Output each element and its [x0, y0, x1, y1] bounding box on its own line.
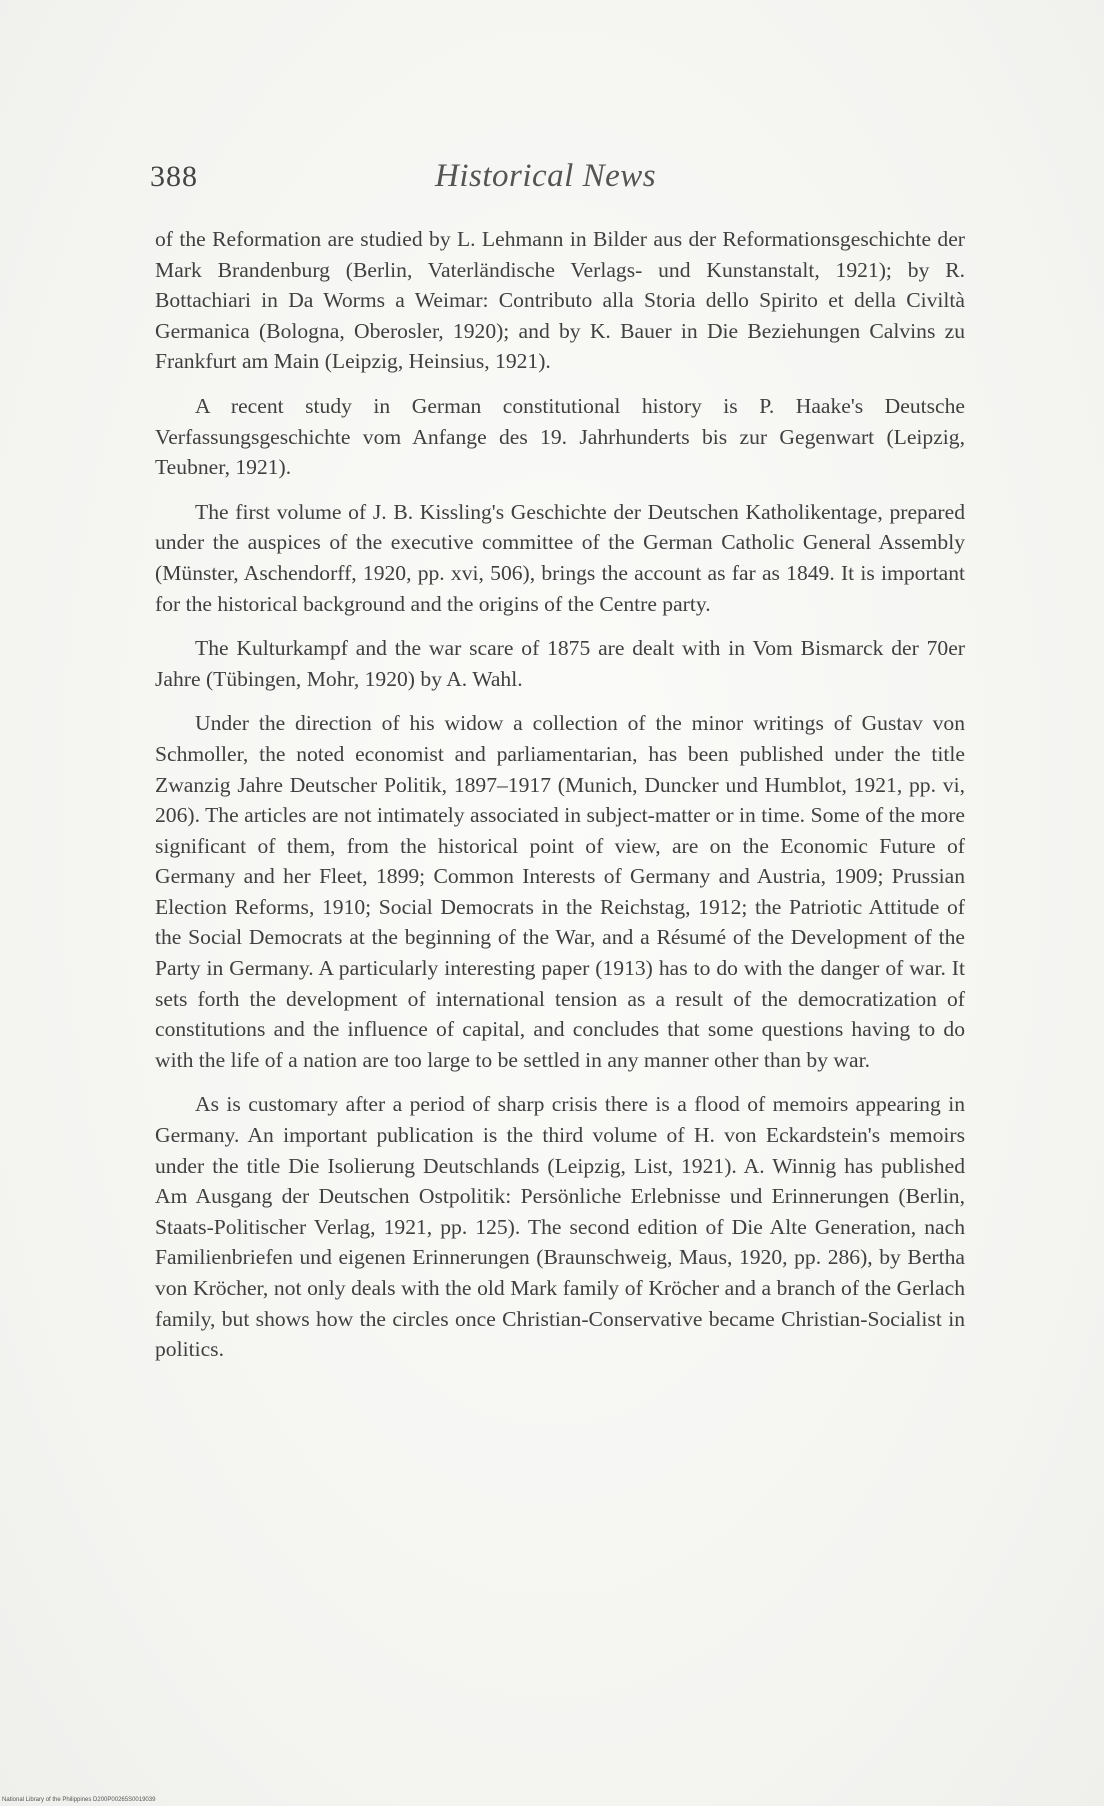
page-number: 388 — [150, 160, 198, 193]
body-text — [155, 224, 965, 1379]
page-header — [150, 160, 970, 208]
paragraph-memoirs: As is customary after a period of sharp crisis there is a flood of memoirs appearing in Germany. An important publication is the third volume of H. von Eckardstein's memoirs under the title Die Isolierung Deutschlands (Leipzig, List, 1921). A. Winnig has published Am Ausgang der Deutschen Ostpolitik: Persönliche Erlebnisse und Erinnerungen (Berlin, Staats-Politischer Verlag, 1921, pp. 125). The second edition of Die Alte Generation, nach Familienbriefen und eigenen Erinnerungen (Braunschweig, Maus, 1920, pp. 286), by Bertha von Kröcher, not only deals with the old Mark family of Kröcher and a branch of the Gerlach family, but shows how the circles once Christian-Conservative became Christian-Socialist in politics. — [155, 1092, 965, 1362]
paragraph-reformation: of the Reformation are studied by L. Lehmann in Bilder aus der Reformationsgeschichte der Mark Brandenburg (Berlin, Vaterländische Verlags- und Kunstanstalt, 1921); by R. Bottachiari in Da Worms a Weimar: Contributo alla Storia dello Spirito et della Civiltà Germanica (Bologna, Oberosler, 1920); and by K. Bauer in Die Beziehungen Calvins zu Frankfurt am Main (Leipzig, Heinsius, 1921). — [155, 227, 965, 374]
paragraph-schmoller: Under the direction of his widow a collection of the minor writings of Gustav von Schmoller, the noted economist and parliamentarian, has been published under the title Zwanzig Jahre Deutscher Politik, 1897–1917 (Munich, Duncker und Humblot, 1921, pp. vi, 206). The articles are not intimately associated in subject-matter or in time. Some of the more significant of them, from the historical point of view, are on the Economic Future of Germany and her Fleet, 1899; Common Interests of Germany and Austria, 1909; Prussian Election Reforms, 1910; Social Democrats in the Reichstag, 1912; the Patriotic Attitude of the Social Democrats at the beginning of the War, and a Résumé of the Development of the Party in Germany. A particularly interesting paper (1913) has to do with the danger of war. It sets forth the development of international tension as a result of the democratization of constitutions and the influence of capital, and concludes that some questions having to do with the life of a nation are too large to be settled in any manner other than by war. — [155, 711, 965, 1072]
scan-footer-note: National Library of the Philippines D200P00265S0019039 — [2, 1797, 156, 1803]
paragraph-katholikentage: The first volume of J. B. Kissling's Geschichte der Deutschen Katholikentage, prepared under the auspices of the executive committee of the German Catholic General Assembly (Münster, Aschendorff, 1920, pp. xvi, 506), brings the account as far as 1849. It is important for the historical background and the origins of the Centre party. — [155, 499, 965, 616]
paragraph-kulturkampf: The Kulturkampf and the war scare of 1875 are dealt with in Vom Bismarck der 70er Jahre (Tübingen, Mohr, 1920) by A. Wahl. — [155, 636, 965, 691]
paragraph-constitutional-history: A recent study in German constitutional history is P. Haake's Deutsche Verfassungsgeschichte vom Anfange des 19. Jahrhunderts bis zur Gegenwart (Leipzig, Teubner, 1921). — [155, 393, 965, 480]
running-title: Historical News — [435, 158, 657, 194]
